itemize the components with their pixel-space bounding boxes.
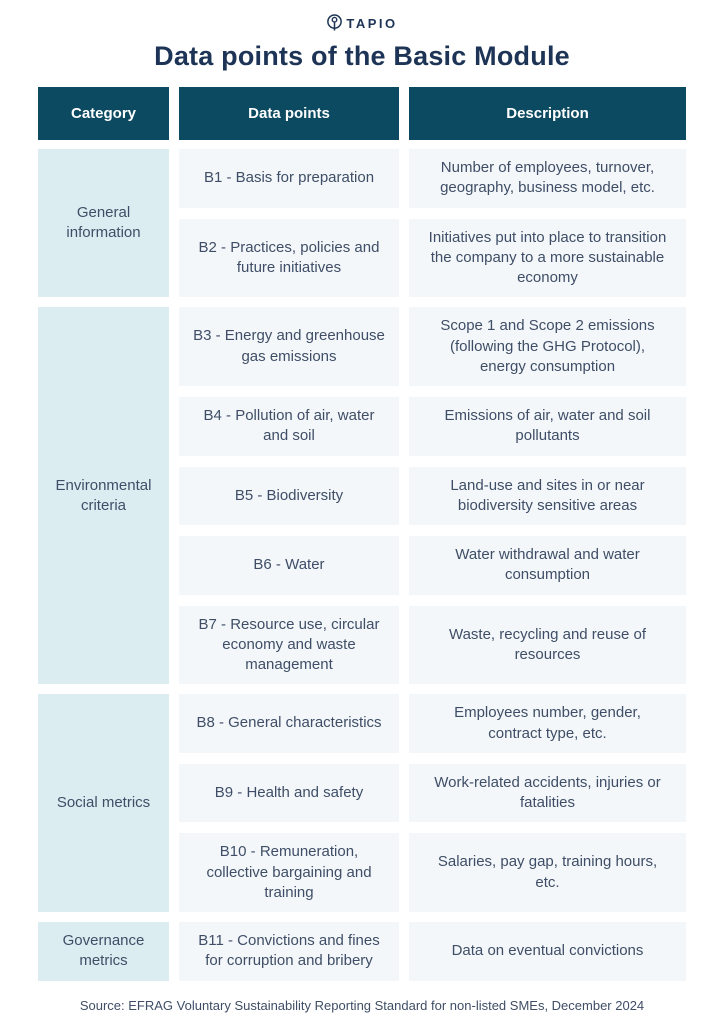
data-point-cell: B8 - General characteristics	[179, 694, 399, 753]
description-cell: Work-related accidents, injuries or fatalities	[409, 764, 686, 823]
table-row	[179, 922, 686, 981]
data-table	[38, 87, 686, 981]
description-cell: Land-use and sites in or near biodiversity sensitive areas	[409, 467, 686, 526]
table-header-row	[38, 87, 686, 140]
table-row	[179, 764, 686, 823]
tapio-tree-icon	[326, 14, 343, 32]
category-cell: General information	[38, 149, 169, 297]
description-cell: Number of employees, turnover, geography, business model, etc.	[409, 149, 686, 208]
data-point-cell: B10 - Remuneration, collective bargaining and training	[179, 833, 399, 912]
category-cell: Environmental criteria	[38, 307, 169, 684]
column-header-category: Category	[38, 87, 169, 140]
section-rows	[179, 307, 686, 684]
table-row	[179, 467, 686, 526]
section-rows	[179, 922, 686, 981]
table-row	[179, 833, 686, 912]
tapio-logo	[0, 14, 724, 32]
category-section	[38, 307, 686, 684]
description-cell: Data on eventual convictions	[409, 922, 686, 981]
description-cell: Salaries, pay gap, training hours, etc.	[409, 833, 686, 912]
page-title: Data points of the Basic Module	[154, 41, 570, 71]
description-cell: Initiatives put into place to transition the company to a more sustainable economy	[409, 219, 686, 298]
data-point-cell: B7 - Resource use, circular economy and waste management	[179, 606, 399, 685]
category-section	[38, 922, 686, 981]
section-rows	[179, 694, 686, 912]
table-row	[179, 536, 686, 595]
tapio-logo-text: TAPIO	[346, 15, 398, 31]
data-point-cell: B3 - Energy and greenhouse gas emissions	[179, 307, 399, 386]
section-rows	[179, 149, 686, 297]
category-cell: Social metrics	[38, 694, 169, 912]
category-section	[38, 149, 686, 297]
table-row	[179, 397, 686, 456]
data-point-cell: B11 - Convictions and fines for corruption and bribery	[179, 922, 399, 981]
column-header-data-points: Data points	[179, 87, 399, 140]
column-header-description: Description	[409, 87, 686, 140]
table-row	[179, 219, 686, 298]
data-point-cell: B1 - Basis for preparation	[179, 149, 399, 208]
description-cell: Water withdrawal and water consumption	[409, 536, 686, 595]
table-row	[179, 694, 686, 753]
data-point-cell: B9 - Health and safety	[179, 764, 399, 823]
description-cell: Employees number, gender, contract type, etc.	[409, 694, 686, 753]
data-point-cell: B2 - Practices, policies and future initiatives	[179, 219, 399, 298]
description-cell: Waste, recycling and reuse of resources	[409, 606, 686, 685]
category-section	[38, 694, 686, 912]
data-point-cell: B4 - Pollution of air, water and soil	[179, 397, 399, 456]
table-body	[38, 149, 686, 981]
description-cell: Scope 1 and Scope 2 emissions (following the GHG Protocol), energy consumption	[409, 307, 686, 386]
category-cell: Governance metrics	[38, 922, 169, 981]
table-row	[179, 606, 686, 685]
data-point-cell: B6 - Water	[179, 536, 399, 595]
table-row	[179, 149, 686, 208]
data-point-cell: B5 - Biodiversity	[179, 467, 399, 526]
description-cell: Emissions of air, water and soil pollutants	[409, 397, 686, 456]
table-row	[179, 307, 686, 386]
source-note: Source: EFRAG Voluntary Sustainability Reporting Standard for non-listed SMEs, December 2024	[79, 997, 645, 1013]
